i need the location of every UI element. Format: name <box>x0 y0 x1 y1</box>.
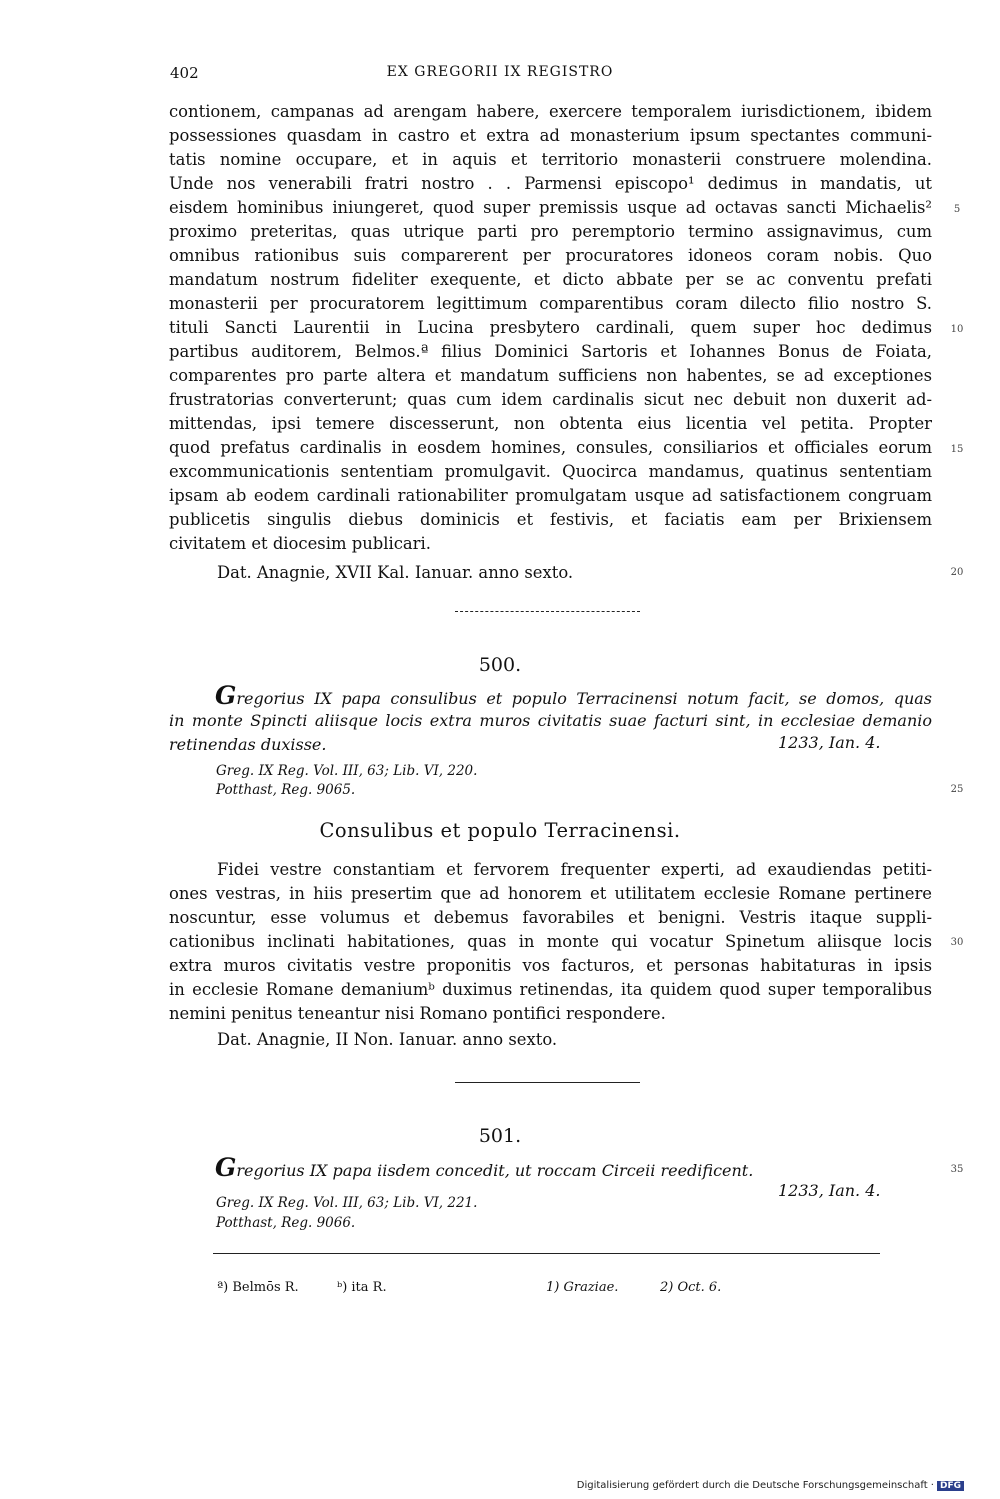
line-number: 15 <box>950 444 964 455</box>
summary-line <box>215 684 932 711</box>
line-number: 20 <box>950 567 964 578</box>
text-line: in ecclesie Romane demaniumᵇ duximus retinendas, ita quidem quod super temporalibus <box>169 980 932 999</box>
text-line: Fidei vestre constantiam et fervorem frequenter experti, ad exaudiendas petiti- <box>217 860 932 879</box>
text-line: nemini penitus teneantur nisi Romano pontifici respondere. <box>169 1004 666 1023</box>
footnote-a: ª) Belmōs R. <box>217 1280 299 1295</box>
document-number: 501. <box>478 1125 522 1147</box>
text-line: ones vestras, in hiis presertim que ad honorem et utilitatem ecclesie Romane pertinere <box>169 884 932 903</box>
footnote-1: 1) Graziae. <box>546 1280 619 1295</box>
text-line: possessiones quasdam in castro et extra ad monasterium ipsum spectantes communi- <box>169 126 932 145</box>
address-heading: Consulibus et populo Terracinensi. <box>319 819 681 842</box>
summary-line <box>215 1156 815 1183</box>
line-number: 5 <box>953 204 961 215</box>
text-line: contionem, campanas ad arengam habere, exercere temporalem iurisdictionem, ibidem <box>169 102 932 121</box>
initial-capital: G <box>215 1156 237 1182</box>
source-reference: Potthast, Reg. 9065. <box>216 782 356 798</box>
text-line: extra muros civitatis vestre proponitis vos facturos, et personas habitaturas in ipsis <box>169 956 932 975</box>
text-line: noscuntur, esse volumus et debemus favorabiles et benigni. Vestris itaque suppli- <box>169 908 932 927</box>
dating-clause: Dat. Anagnie, XVII Kal. Ianuar. anno sexto. <box>217 563 574 582</box>
text-line: Unde nos venerabili fratri nostro . . Parmensi episcopo¹ dedimus in mandatis, ut <box>169 174 932 193</box>
text-line: tatis nomine occupare, et in aquis et territorio monasterii construere molendina. <box>169 150 932 169</box>
source-reference: Greg. IX Reg. Vol. III, 63; Lib. VI, 221. <box>216 1195 478 1211</box>
text-line: partibus auditorem, Belmos.ª filius Dominici Sartoris et Iohannes Bonus de Foiata, <box>169 342 932 361</box>
text-line: excommunicationis sententiam promulgavit. Quocirca mandamus, quatinus sententiam <box>169 462 932 481</box>
section-separator <box>455 1082 640 1083</box>
running-head: EX GREGORII IX REGISTRO <box>386 64 614 80</box>
footnote-rule <box>213 1253 880 1254</box>
summary-line: retinendas duxisse. <box>169 735 327 754</box>
text-line: monasterii per procuratorem legittimum comparentibus coram dilecto filio nostro S. <box>169 294 932 313</box>
text-line: tituli Sancti Laurentii in Lucina presbytero cardinali, quem super hoc dedimus <box>169 318 932 337</box>
text-line: frustratorias converterunt; quas cum idem cardinalis sicut nec debuit non duxerit ad- <box>169 390 932 409</box>
text-line: cationibus inclinati habitationes, quas in monte qui vocatur Spinetum aliisque locis <box>169 932 932 951</box>
text-line: quod prefatus cardinalis in eosdem homines, consules, consiliarios et officiales eorum <box>169 438 932 457</box>
line-number: 30 <box>950 937 964 948</box>
text-line: mittendas, ipsi temere discesserunt, non obtenta eius licentia vel petita. Propter <box>169 414 932 433</box>
source-reference: Potthast, Reg. 9066. <box>216 1215 356 1231</box>
dating-clause: Dat. Anagnie, II Non. Ianuar. anno sexto. <box>217 1030 558 1049</box>
text-line: eisdem hominibus iniungeret, quod super premissis usque ad octavas sancti Michaelis² <box>169 198 932 217</box>
page-number: 402 <box>170 64 199 82</box>
summary-text: regorius IX papa consulibus et populo Terracinensi notum facit, se domos, quas <box>236 689 932 708</box>
initial-capital: G <box>215 684 237 710</box>
dfg-logo: DFG <box>937 1481 964 1491</box>
footnote-2: 2) Oct. 6. <box>660 1280 722 1295</box>
section-separator <box>455 611 640 612</box>
line-number: 10 <box>950 324 964 335</box>
document-number: 500. <box>478 654 522 676</box>
credit-text: Digitalisierung gefördert durch die Deutsche Forschungsgemeinschaft · <box>576 1480 934 1491</box>
digitization-credit <box>577 1480 964 1491</box>
text-line: publicetis singulis diebus dominicis et festivis, et faciatis eam per Brixiensem <box>169 510 932 529</box>
text-line: ipsam ab eodem cardinali rationabiliter promulgatam usque ad satisfactionem congruam <box>169 486 932 505</box>
document-date: 1233, Ian. 4. <box>778 1181 881 1200</box>
text-line: omnibus rationibus suis comparerent per procuratores idoneos coram nobis. Quo <box>169 246 932 265</box>
line-number: 35 <box>950 1164 964 1175</box>
summary-text: regorius IX papa iisdem concedit, ut roccam Circeii reedificent. <box>236 1161 754 1180</box>
text-line: proximo preteritas, quas utrique parti pro peremptorio termino assignavimus, cum <box>169 222 932 241</box>
text-line: mandatum nostrum fideliter exequente, et dicto abbate per se ac conventu prefati <box>169 270 932 289</box>
source-reference: Greg. IX Reg. Vol. III, 63; Lib. VI, 220. <box>216 763 478 779</box>
summary-line: in monte Spincti aliisque locis extra muros civitatis suae facturi sint, in ecclesiae demanio <box>169 711 932 730</box>
text-line: civitatem et diocesim publicari. <box>169 534 431 553</box>
document-date: 1233, Ian. 4. <box>778 733 881 752</box>
footnote-b: ᵇ) ita R. <box>337 1280 387 1295</box>
text-line: comparentes pro parte altera et mandatum sufficiens non habentes, se ad exceptiones <box>169 366 932 385</box>
line-number: 25 <box>950 784 964 795</box>
